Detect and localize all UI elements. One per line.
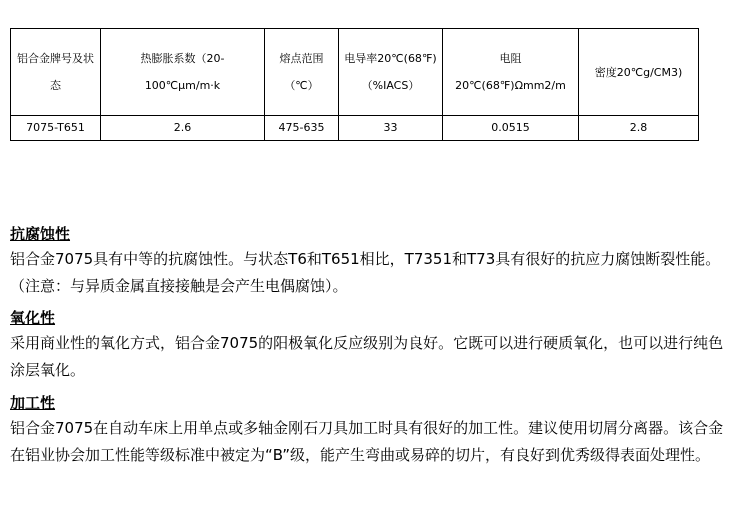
section-paragraph: 铝合金7075在自动车床上用单点或多轴金刚石刀具加工时具有很好的加工性。建议使用切屑分离器。该合金在铝业协会加工性能等级标准中被定为“B”级，能产生弯曲或易碎的切片，有良好到优秀级得表面处理性。	[10, 419, 724, 464]
cell-density: 2.8	[579, 116, 699, 141]
section-oxidation	[10, 306, 735, 384]
header-conductivity: 电导率20℃(68℉)（%IACS）	[339, 29, 443, 116]
header-resistance: 电阻20℃(68℉)Ωmm2/m	[443, 29, 579, 116]
cell-alloy-grade: 7075-T651	[11, 116, 101, 141]
section-heading: 抗腐蚀性	[10, 225, 71, 243]
cell-melting-range: 475-635	[265, 116, 339, 141]
section-heading: 氧化性	[10, 309, 56, 327]
properties-table	[10, 28, 699, 141]
section-heading: 加工性	[10, 394, 56, 412]
cell-conductivity: 33	[339, 116, 443, 141]
header-density: 密度20℃g/CM3)	[579, 29, 699, 116]
cell-resistance: 0.0515	[443, 116, 579, 141]
table-header-row	[11, 29, 699, 116]
section-machinability	[10, 391, 735, 469]
section-paragraph: 铝合金7075具有中等的抗腐蚀性。与状态T6和T651相比，T7351和T73具有很好的抗应力腐蚀断裂性能。（注意：与异质金属直接接触是会产生电偶腐蚀）。	[10, 250, 721, 295]
header-melting-range: 熔点范围（℃）	[265, 29, 339, 116]
section-corrosion-resistance	[10, 222, 735, 300]
header-alloy-grade: 铝合金牌号及状态	[11, 29, 101, 116]
header-thermal-expansion: 热膨胀系数（20-100℃μm/m·k	[101, 29, 265, 116]
section-paragraph: 采用商业性的氧化方式，铝合金7075的阳极氧化反应级别为良好。它既可以进行硬质氧化，也可以进行纯色涂层氧化。	[10, 334, 724, 379]
table-row	[11, 116, 699, 141]
cell-thermal-expansion: 2.6	[101, 116, 265, 141]
